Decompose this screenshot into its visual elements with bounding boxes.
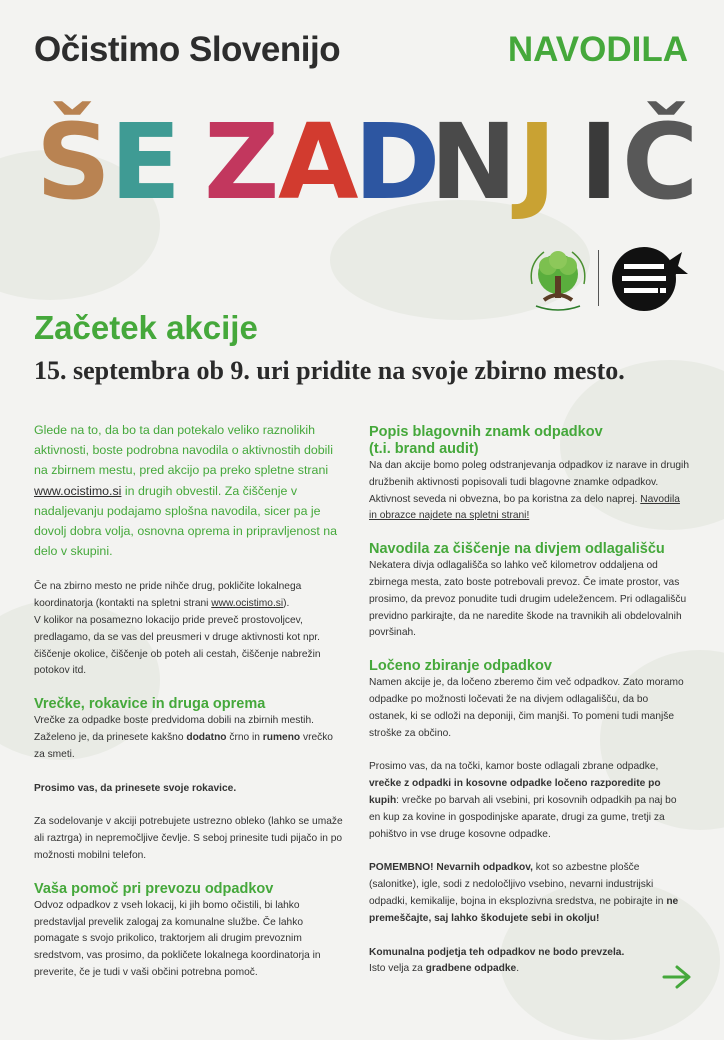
section-heading-separation: Ločeno zbiranje odpadkov (369, 658, 552, 675)
clothing-paragraph: Za sodelovanje v akciji potrebujete ustrezno obleko (lahko se umaže ali raztrga) in nepremočljive čevlje. S seboj prinesite tudi pijačo in po možnosti mobilni telefon. (34, 816, 343, 861)
brand-audit-paragraph (369, 458, 689, 525)
transport-paragraph: Odvoz odpadkov z vseh lokacij, ki jih bomo očistili, bi lahko predstavljal prevelik zalogaj za komunalne službe. Če lahko pomagate s svojo prikolico, traktorjem ali drugim prevoznim sredstvom, vas prosimo, da pokličete lokalnega koordinatorja in preverite, če je tudi v vaši občini potrebna pomoč. (34, 899, 321, 978)
volunteers-paragraph: V kolikor na posamezno lokacijo pride preveč prostovoljcev, predlagamo, da se vas del preusmeri v druge aktivnosti kot npr. čiščenje okolice, čiščenje ob poteh ali cestah, čiščenje nabrežin potokov itd. (34, 615, 321, 677)
section-heading-illegal-dump: Navodila za čiščenje na divjem odlagališču (369, 541, 665, 558)
right-column (369, 424, 689, 978)
website-link[interactable]: www.ocistimo.si (34, 483, 122, 498)
art-letter: Z (204, 101, 280, 223)
warning-emphasis: ne premeščajte, saj lahko škodujete sebi in okolju! (369, 895, 679, 924)
illegal-dump-paragraph: Nekatera divja odlagališča so lahko več kilometrov oddaljena od zbirnega mesta, zato boste potrebovali prevoz. Če imate prostor, vas prosimo, da prevoz ponudite tudi drugim udeležencem. Pri odlagališču previdno parkirajte, da ne naredite škode na travnikih ali obdelovalnih površinah. (369, 560, 687, 639)
art-letter: N (430, 101, 518, 223)
equipment-paragraph (34, 713, 346, 763)
artwork-title (32, 98, 699, 228)
sorting-text: Prosimo vas, da na točki, kamor boste odlagali zbrane odpadke, (369, 761, 659, 773)
section-label: NAVODILA (507, 30, 688, 69)
website-link[interactable]: www.ocistimo.si (211, 598, 284, 610)
section-heading-equipment: Vrečke, rokavice in druga oprema (34, 696, 266, 713)
art-letter: Š (36, 101, 111, 223)
intro-text: Glede na to, da bo ta dan potekalo veliko raznolikih aktivnosti, boste podrobna navodila o aktivnostih dobili na zbirnem mestu, pred akcijo pa preko spletne strani (34, 423, 333, 478)
forms-link[interactable]: Navodila in obrazce najdete na spletni strani! (369, 493, 680, 522)
world-cleanup-day-icon (610, 244, 690, 314)
intro-paragraph (34, 420, 346, 561)
emphasis-text: rumeno (262, 732, 301, 743)
art-letter: D (354, 101, 441, 223)
intro-text: in drugih obvestil. Za čiščenje v nadaljevanju podajamo splošna navodila, sicer pa je dovolj dobra volja, osnovna oprema in pripravljenost na delo v skupini. (34, 483, 338, 559)
warning-label: POMEMBNO! Nevarnih odpadkov, (369, 862, 533, 874)
arrow-right-icon[interactable] (662, 964, 692, 990)
art-letter: J (517, 101, 557, 223)
page-subtitle: 15. septembra ob 9. uri pridite na svoje zbirno mesto. (34, 356, 625, 385)
art-letter: A (278, 101, 359, 223)
section-heading-brand-audit: Popis blagovnih znamk odpadkov (t.i. brand audit) (369, 424, 603, 457)
hazardous-warning (369, 860, 689, 927)
art-letter: Č (622, 101, 699, 223)
contact-paragraph (34, 579, 346, 613)
utility-note: Komunalna podjetja teh odpadkov ne bodo prevzela. (369, 946, 625, 958)
separation-paragraph: Namen akcije je, da ločeno zberemo čim več odpadkov. Zato moramo odpadke po možnosti ločevati že na divjem odlagališču, da bo ostanek, ki se odloži na deponiji, čim manjši. To pomeni tudi manjše stroške za občino. (369, 677, 684, 739)
emphasis-text: dodatno (186, 732, 227, 743)
logo-divider (598, 250, 599, 306)
emphasis-text: gradbene odpadke (425, 963, 517, 975)
page-title: Začetek akcije (34, 309, 258, 346)
construction-text: . (516, 963, 520, 975)
brand-audit-text: Na dan akcije bomo poleg odstranjevanja odpadkov iz narave in drugih družbenih aktivnosti popisovali tudi blagovne znamke odpadkov. Aktivnost seveda ni obvezna, bo pa koristna za delo naprej. (369, 460, 689, 505)
art-letter: E (110, 101, 182, 223)
gloves-note: Prosimo vas, da prinesete svoje rokavice. (34, 782, 237, 794)
brand-title: Očistimo Slovenijo (34, 30, 341, 69)
construction-text: Isto velja za (369, 963, 426, 975)
contact-text: ). (283, 598, 290, 610)
partner-logos (524, 244, 694, 314)
art-letter: I (579, 101, 619, 223)
construction-waste-note (369, 961, 689, 978)
equipment-text: črno in (226, 732, 263, 743)
equipment-text: Vrečke za odpadke boste predvidoma dobili na zbirnih mestih. Zaželeno je, da prinesete kakšno (34, 715, 314, 743)
contact-text: Če na zbirno mesto ne pride nihče drug, pokličite lokalnega koordinatorja (kontakti na spletni strani (34, 581, 302, 610)
equipment-text: vrečko za smeti. (34, 732, 333, 760)
sorting-paragraph (369, 759, 689, 843)
tree-hands-icon (524, 244, 592, 314)
emphasis-text: vrečke z odpadki in kosovne odpadke ločeno razporedite po kupih (369, 778, 661, 806)
warning-text: kot so azbestne plošče (salonitke), igle, sodi z nedoločljivo vsebino, nevarni industrijski odpadki, kemikalije, bojna in eksplozivna sredstva, ne pobirajte in (369, 862, 667, 907)
left-column (34, 420, 346, 982)
sorting-text: : vrečke po barvah ali vsebini, pri kosovnih odpadkih pa naj bo en kup za kovine in gospodinjske aparate, drugi za gume, tretji za pohištvo in vse druge kosovne odpadke. (369, 794, 677, 840)
section-heading-transport: Vaša pomoč pri prevozu odpadkov (34, 880, 274, 897)
artwork-text (32, 98, 33, 99)
